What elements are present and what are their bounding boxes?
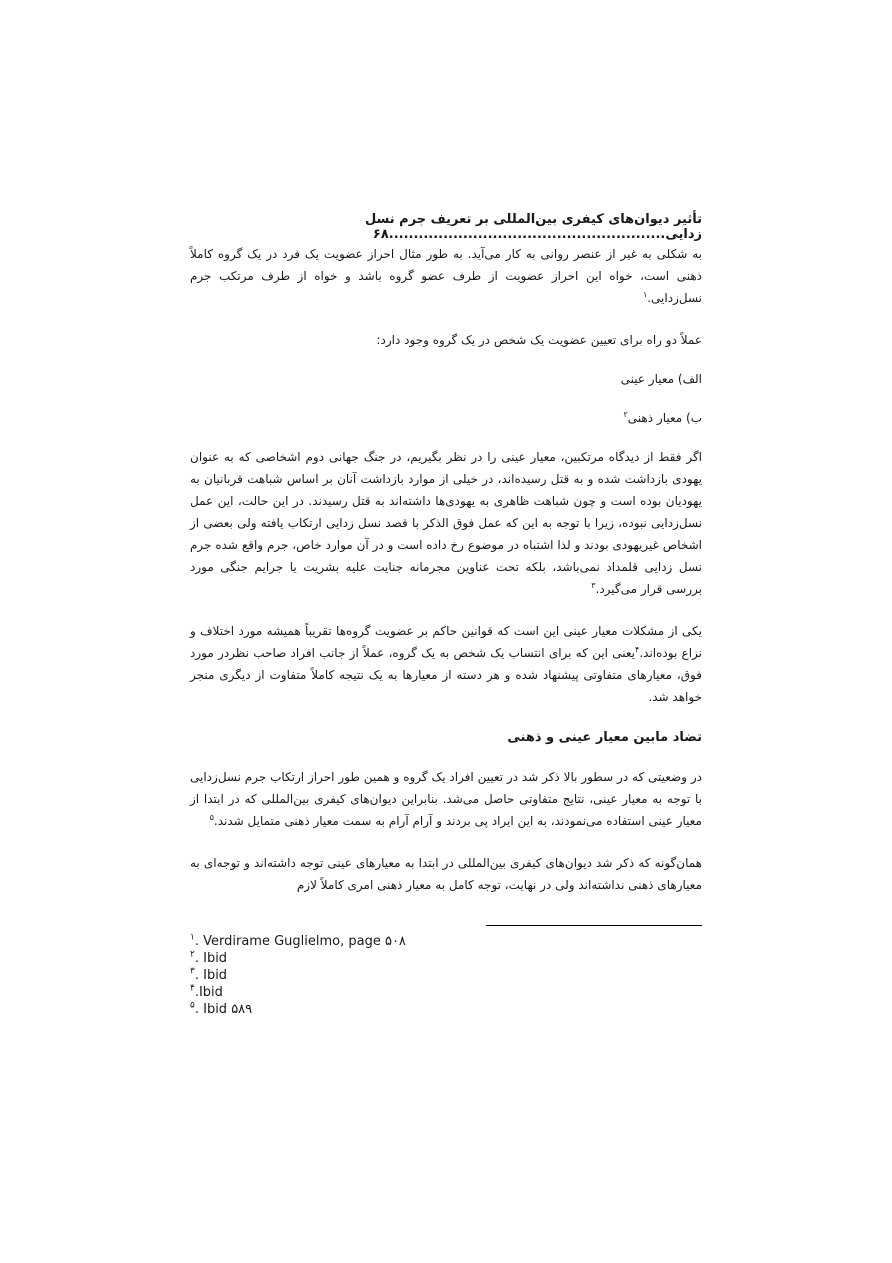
footnote-number: ۴ bbox=[190, 983, 195, 994]
footnote-ref-5: ۵ bbox=[209, 813, 214, 822]
paragraph-7-text: در وضعیتی که در سطور بالا ذکر شد در تعیین افراد یک گروه و همین طور احراز ارتکاب جرم نسل‌زدایی با توجه به معیار عینی، نتایج متفاوتی حاصل می‌شد. بنابراین دیوان‌های کیفری بین‌المللی که در ابتدا از معیار عینی استفاده می‌نمودند، به این ایراد پی بردند و آرام آرام به سمت معیار ذهنی متمایل شدند. bbox=[190, 770, 702, 828]
paragraph-8: همان‌گونه که ذکر شد دیوان‌های کیفری بین‌المللی در ابتدا به معیارهای عینی توجه داشته‌اند و توجه‌ای به معیارهای ذهنی نداشته‌اند ولی در نهایت، توجه کامل به معیار ذهنی امری کاملاً لازم bbox=[190, 856, 702, 892]
footnotes bbox=[190, 933, 490, 1018]
footnote-item bbox=[190, 967, 490, 984]
footnote-item bbox=[190, 1001, 490, 1018]
paragraph-1 bbox=[190, 243, 702, 309]
section-heading: تضاد مابین معیار عینی و ذهنی bbox=[507, 730, 702, 745]
header-title: تأثیر دیوان‌های کیفری بین‌المللی بر تعریف جرم نسل bbox=[364, 212, 702, 227]
footnote-ref-1: ۱ bbox=[642, 290, 648, 299]
paragraph-5-text: اگر فقط از دیدگاه مرتکبین، معیار عینی را در نظر بگیریم، در جنگ جهانی دوم اشخاصی که به عنوان یهودی بازداشت شده و به قتل رسیده‌اند، در خیلی از موارد بازداشت آنان بر اساس شباهت قربانیان به یهودیان بوده است و چون شباهت ظاهری به یهودی‌ها داشته‌اند به قتل رسیدند. در این حالت، این عمل نسل‌زدایی نبوده، زیرا با توجه به این که عمل فوق الذکر با قصد نسل زدایی ارتکاب یافته ولی بعضی از اشخاص غیریهودی بودند و لذا اشتباه در موضوع رخ داده است و در آن موارد خاص، جرم واقع شده جرم نسل زدایی قلمداد نمی‌باشد، بلکه تحت عناوین مجرمانه جنایت علیه بشریت یا جرایم جنگی مورد بررسی قرار می‌گیرد. bbox=[190, 450, 702, 596]
paragraph-6-text-b: یعنی این که برای انتساب یک شخص به یک گروه، عملاً از جانب افراد صاحب نظردر مورد فوق، معیارهای متفاوتی پیشنهاد شده و هر دسته از معیارها به یک نتیجه کاملاً متفاوت از دیگری منجر خواهد شد. bbox=[190, 646, 702, 704]
footnote-separator bbox=[486, 925, 702, 926]
footnote-text: . Ibid bbox=[194, 951, 228, 966]
header-title-continued: زدایی........................................................۶۸ bbox=[372, 227, 702, 242]
paragraph-5 bbox=[190, 446, 702, 600]
footnote-ref-4: ۴ bbox=[635, 645, 640, 654]
page-body bbox=[190, 212, 702, 916]
footnote-text: . Verdirame Guglielmo, page ۵۰۸ bbox=[194, 934, 406, 949]
footnote-item bbox=[190, 984, 490, 1001]
footnote-number: ۲ bbox=[190, 949, 195, 960]
paragraph-6 bbox=[190, 620, 702, 708]
paragraph-7 bbox=[190, 766, 702, 832]
footnote-item bbox=[190, 933, 490, 950]
footnote-text: .Ibid bbox=[194, 985, 223, 1000]
footnote-ref-3: ۳ bbox=[591, 581, 596, 590]
paragraph-6-text-a: یکی از مشکلات معیار عینی این است که قوانین حاکم بر عضویت گروه‌ها تقریباً همیشه مورد اختلاف و نزاع بوده‌اند. bbox=[190, 624, 703, 660]
footnote-text: . Ibid ۵۸۹ bbox=[194, 1002, 253, 1017]
footnote-ref-2: ۲ bbox=[623, 410, 628, 419]
criterion-subjective-text: ب) معیار ذهنی bbox=[627, 411, 702, 425]
footnote-number: ۵ bbox=[190, 1000, 195, 1011]
footnote-number: ۳ bbox=[190, 966, 195, 977]
footnote-number: ۱ bbox=[190, 932, 195, 943]
running-header bbox=[190, 212, 702, 242]
footnote-text: . Ibid bbox=[194, 968, 228, 983]
footnote-item bbox=[190, 950, 490, 967]
criterion-subjective bbox=[190, 407, 702, 429]
paragraph-1-text: به شکلی به غیر از عنصر روانی به کار می‌آید. به طور مثال احراز عضویت یک فرد در یک گروه کاملاً ذهنی است، خواه این احراز عضویت از طرف عضو گروه باشد و خواه از طرف مرتکب جرم نسل‌زدایی. bbox=[190, 247, 702, 305]
criterion-objective: الف) معیار عینی bbox=[620, 372, 702, 386]
paragraph-2: عملاً دو راه برای تعیین عضویت یک شخص در یک گروه وجود دارد: bbox=[376, 333, 702, 347]
